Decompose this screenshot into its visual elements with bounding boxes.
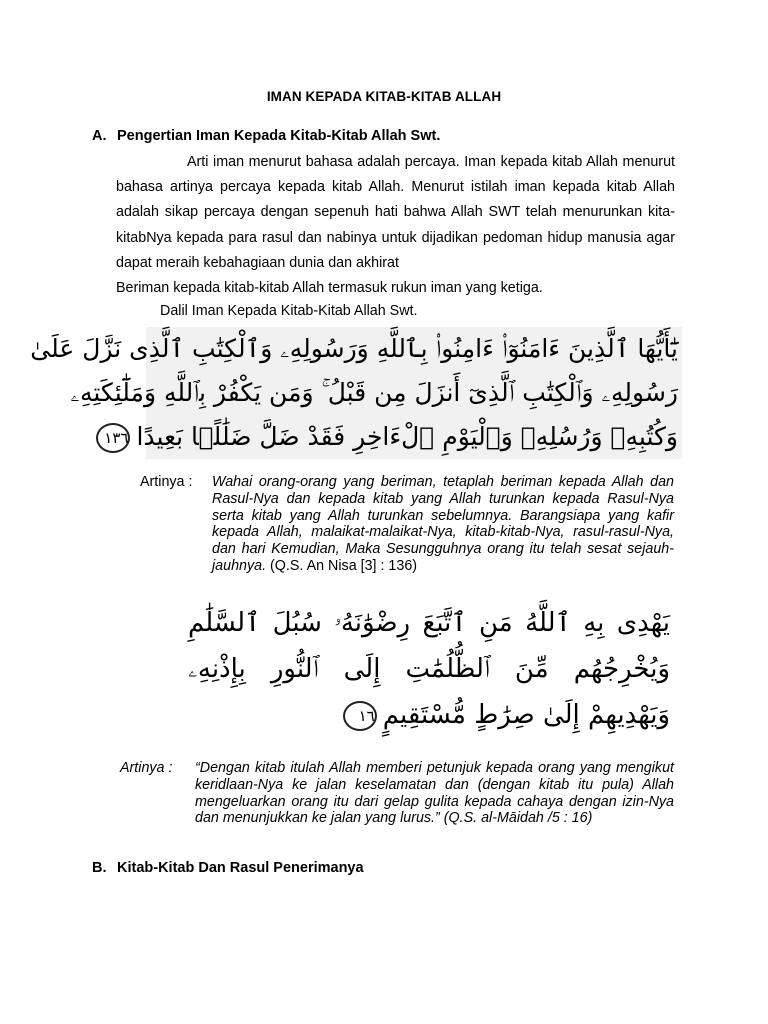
arabic-line bbox=[184, 692, 674, 738]
ayah-number-marker: ١٦ bbox=[343, 701, 377, 731]
rukun-iman-line: Beriman kepada kitab-kitab Allah termasuk rukun iman yang ketiga. bbox=[116, 280, 543, 296]
translation-nisa-136 bbox=[212, 474, 674, 575]
section-b-letter: B. bbox=[92, 860, 107, 876]
arabic-line-text: وَكُتُبِهِۦ وَرُسُلِهِۦ وَٱلْيَوْمِ ٱلْءَاخِرِ فَقَدْ ضَلَّ ضَلَٰلًۢا بَعِيدًا bbox=[136, 422, 678, 451]
definition-paragraph bbox=[116, 150, 675, 276]
section-b-heading bbox=[92, 860, 364, 876]
section-b-title: Kitab-Kitab Dan Rasul Penerimanya bbox=[117, 860, 364, 876]
arabic-line-text: وَيَهْدِيهِمْ إِلَىٰ صِرَٰطٍ مُّسْتَقِيمٍ bbox=[382, 700, 670, 730]
verse-reference: (Q.S. An Nisa [3] : 136) bbox=[270, 557, 418, 574]
document-title: IMAN KEPADA KITAB-KITAB ALLAH bbox=[266, 89, 502, 104]
arabic-line: رَسُولِهِۦ وَٱلْكِتَٰبِ ٱلَّذِىٓ أَنزَلَ مِن قَبْلُ ۚ وَمَن يَكْفُرْ بِٱللَّهِ وَمَلَٰٓئِكَتِهِۦ bbox=[70, 378, 678, 407]
section-a-letter: A. bbox=[92, 128, 107, 144]
translation-label: Artinya : bbox=[140, 474, 193, 490]
definition-text: Arti iman menurut bahasa adalah percaya. Iman kepada kitab Allah menurut bahasa artinya percaya kepada kitab Allah. Menurut istilah iman kepada kitab Allah adalah sikap percaya dengan sepenuh hati bahwa Allah SWT telah menurunkan kita-kitabNya kepada para rasul dan nabinya untuk dijadikan pedoman hidup manusia agar dapat meraih kebahagiaan dunia dan akhirat bbox=[116, 154, 675, 271]
arabic-line: يَهْدِى بِهِ ٱللَّهُ مَنِ ٱتَّبَعَ رِضْوَٰنَهُۥ سُبُلَ ٱلسَّلَٰمِ bbox=[188, 608, 670, 638]
dalil-heading: Dalil Iman Kepada Kitab-Kitab Allah Swt. bbox=[160, 303, 418, 319]
arabic-verse-maidah-16 bbox=[184, 600, 674, 740]
translation-text: Wahai orang-orang yang beriman, tetaplah beriman kepada Allah dan Rasul-Nya dan kepada kitab yang Allah turunkan kepada Rasul-Nya serta kitab yang Allah turunkan sebelumnya. Barangsiapa yang kafir kepada Allah, malaikat-malaikat-Nya, kitab-kitab-Nya, rasul-rasul-Nya, dan hari Kemudian, Maka Sesungguhnya orang itu telah sesat sejauh-jauhnya. bbox=[212, 474, 674, 574]
translation-label: Artinya : bbox=[120, 760, 173, 776]
arabic-verse-nisa-136 bbox=[30, 327, 682, 459]
ayah-number-marker: ١٣٦ bbox=[96, 423, 130, 453]
section-a-title: Pengertian Iman Kepada Kitab-Kitab Allah Swt. bbox=[117, 128, 441, 144]
arabic-line bbox=[104, 415, 682, 459]
section-a-heading bbox=[92, 128, 440, 144]
translation-maidah-16: “Dengan kitab itulah Allah memberi petunjuk kepada orang yang mengikut keridlaan-Nya ke jalan keselamatan dan (dengan kitab itu pula) Allah mengeluarkan orang itu dari gelap gulita kepada cahaya dengan izin-Nya dan menunjukkan ke jalan yang lurus.” (Q.S. al-Māidah /5 : 16) bbox=[195, 760, 674, 827]
arabic-line: وَيُخْرِجُهُم مِّنَ ٱلظُّلُمَٰتِ إِلَى ٱلنُّورِ بِإِذْنِهِۦ bbox=[188, 654, 670, 684]
arabic-line: يَٰٓأَيُّهَا ٱلَّذِينَ ءَامَنُوٓا۟ ءَامِنُوا۟ بِٱللَّهِ وَرَسُولِهِۦ وَٱلْكِتَٰبِ ٱلَّذِى نَزَّلَ عَلَىٰ bbox=[30, 334, 678, 363]
